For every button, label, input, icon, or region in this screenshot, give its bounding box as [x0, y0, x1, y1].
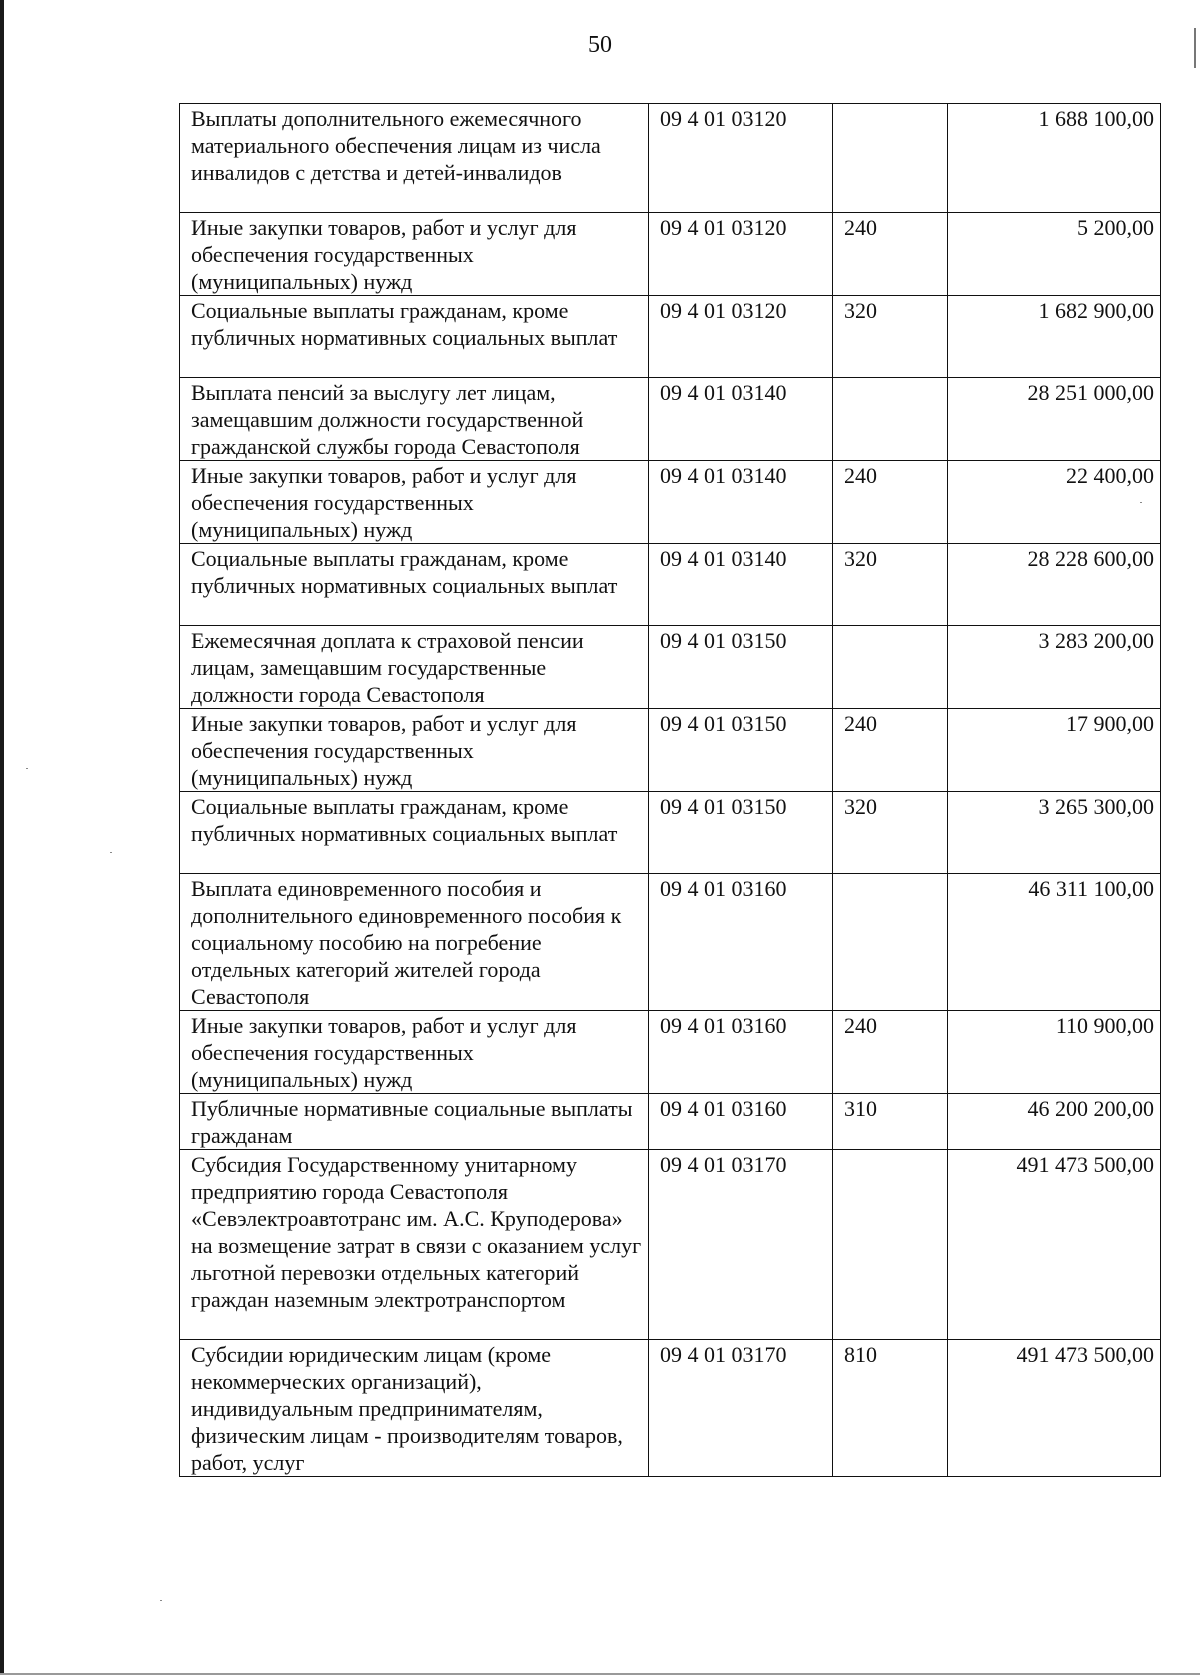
- table-row: [180, 378, 1161, 461]
- amount: 46 311 100,00: [948, 874, 1161, 1011]
- expense-type-code: 240: [833, 213, 948, 296]
- target-article-code: 09 4 01 03150: [649, 792, 833, 874]
- target-article-code: 09 4 01 03150: [649, 626, 833, 709]
- expense-name: Публичные нормативные социальные выплаты гражданам: [180, 1094, 649, 1150]
- target-article-code: 09 4 01 03120: [649, 104, 833, 213]
- expense-name: Ежемесячная доплата к страховой пенсии лицам, замещавшим государственные должности города Севастополя: [180, 626, 649, 709]
- amount: 491 473 500,00: [948, 1340, 1161, 1477]
- expense-name: Социальные выплаты гражданам, кроме публичных нормативных социальных выплат: [180, 296, 649, 378]
- expense-name: Социальные выплаты гражданам, кроме публичных нормативных социальных выплат: [180, 792, 649, 874]
- table-row: [180, 1340, 1161, 1477]
- amount: 3 265 300,00: [948, 792, 1161, 874]
- expense-type-code: [833, 104, 948, 213]
- page-number: 50: [588, 32, 612, 58]
- table-row: [180, 874, 1161, 1011]
- table-row: [180, 1094, 1161, 1150]
- amount: 46 200 200,00: [948, 1094, 1161, 1150]
- amount: 1 682 900,00: [948, 296, 1161, 378]
- expense-type-code: [833, 378, 948, 461]
- expense-name: Иные закупки товаров, работ и услуг для обеспечения государственных (муниципальных) нужд: [180, 1011, 649, 1094]
- expense-type-code: 240: [833, 709, 948, 792]
- expense-name: Социальные выплаты гражданам, кроме публичных нормативных социальных выплат: [180, 544, 649, 626]
- target-article-code: 09 4 01 03120: [649, 296, 833, 378]
- amount: 22 400,00: [948, 461, 1161, 544]
- expense-name: Субсидия Государственному унитарному предприятию города Севастополя «Севэлектроавтотранс им. А.С. Круподерова» на возмещение затрат в связи с оказанием услуг льготной перевозки отдельных категорий граждан наземным электротранспортом: [180, 1150, 649, 1340]
- expense-type-code: [833, 626, 948, 709]
- expense-type-code: [833, 874, 948, 1011]
- expense-type-code: 310: [833, 1094, 948, 1150]
- target-article-code: 09 4 01 03140: [649, 544, 833, 626]
- table-row: [180, 296, 1161, 378]
- table-row: [180, 104, 1161, 213]
- table-row: [180, 1150, 1161, 1340]
- table-row: [180, 1011, 1161, 1094]
- expense-name: Выплата единовременного пособия и дополнительного единовременного пособия к социальному пособию на погребение отдельных категорий жителей города Севастополя: [180, 874, 649, 1011]
- amount: 5 200,00: [948, 213, 1161, 296]
- expense-type-code: 320: [833, 544, 948, 626]
- scan-speck: [26, 768, 28, 769]
- expense-type-code: 320: [833, 296, 948, 378]
- expense-name: Выплата пенсий за выслугу лет лицам, замещавшим должности государственной гражданской службы города Севастополя: [180, 378, 649, 461]
- target-article-code: 09 4 01 03150: [649, 709, 833, 792]
- table-row: [180, 544, 1161, 626]
- budget-table-body: [180, 104, 1161, 1477]
- table-row: [180, 792, 1161, 874]
- amount: 17 900,00: [948, 709, 1161, 792]
- budget-table: [179, 103, 1161, 1477]
- table-row: [180, 461, 1161, 544]
- expense-type-code: [833, 1150, 948, 1340]
- target-article-code: 09 4 01 03140: [649, 378, 833, 461]
- expense-name: Иные закупки товаров, работ и услуг для обеспечения государственных (муниципальных) нужд: [180, 213, 649, 296]
- target-article-code: 09 4 01 03160: [649, 1094, 833, 1150]
- scan-speck: [160, 1600, 162, 1601]
- expense-type-code: 240: [833, 461, 948, 544]
- amount: 491 473 500,00: [948, 1150, 1161, 1340]
- target-article-code: 09 4 01 03170: [649, 1340, 833, 1477]
- amount: 3 283 200,00: [948, 626, 1161, 709]
- target-article-code: 09 4 01 03170: [649, 1150, 833, 1340]
- target-article-code: 09 4 01 03160: [649, 874, 833, 1011]
- expense-name: Иные закупки товаров, работ и услуг для обеспечения государственных (муниципальных) нужд: [180, 709, 649, 792]
- table-row: [180, 213, 1161, 296]
- scan-edge-left: [0, 0, 4, 1675]
- amount: 110 900,00: [948, 1011, 1161, 1094]
- expense-type-code: 240: [833, 1011, 948, 1094]
- expense-type-code: 810: [833, 1340, 948, 1477]
- target-article-code: 09 4 01 03120: [649, 213, 833, 296]
- expense-type-code: 320: [833, 792, 948, 874]
- target-article-code: 09 4 01 03160: [649, 1011, 833, 1094]
- amount: 28 228 600,00: [948, 544, 1161, 626]
- expense-name: Выплаты дополнительного ежемесячного материального обеспечения лицам из числа инвалидов с детства и детей-инвалидов: [180, 104, 649, 213]
- expense-name: Иные закупки товаров, работ и услуг для обеспечения государственных (муниципальных) нужд: [180, 461, 649, 544]
- expense-name: Субсидии юридическим лицам (кроме некоммерческих организаций), индивидуальным предпринимателям, физическим лицам - производителям товаров, работ, услуг: [180, 1340, 649, 1477]
- table-row: [180, 626, 1161, 709]
- target-article-code: 09 4 01 03140: [649, 461, 833, 544]
- table-row: [180, 709, 1161, 792]
- amount: 28 251 000,00: [948, 378, 1161, 461]
- amount: 1 688 100,00: [948, 104, 1161, 213]
- scan-speck: [110, 852, 112, 853]
